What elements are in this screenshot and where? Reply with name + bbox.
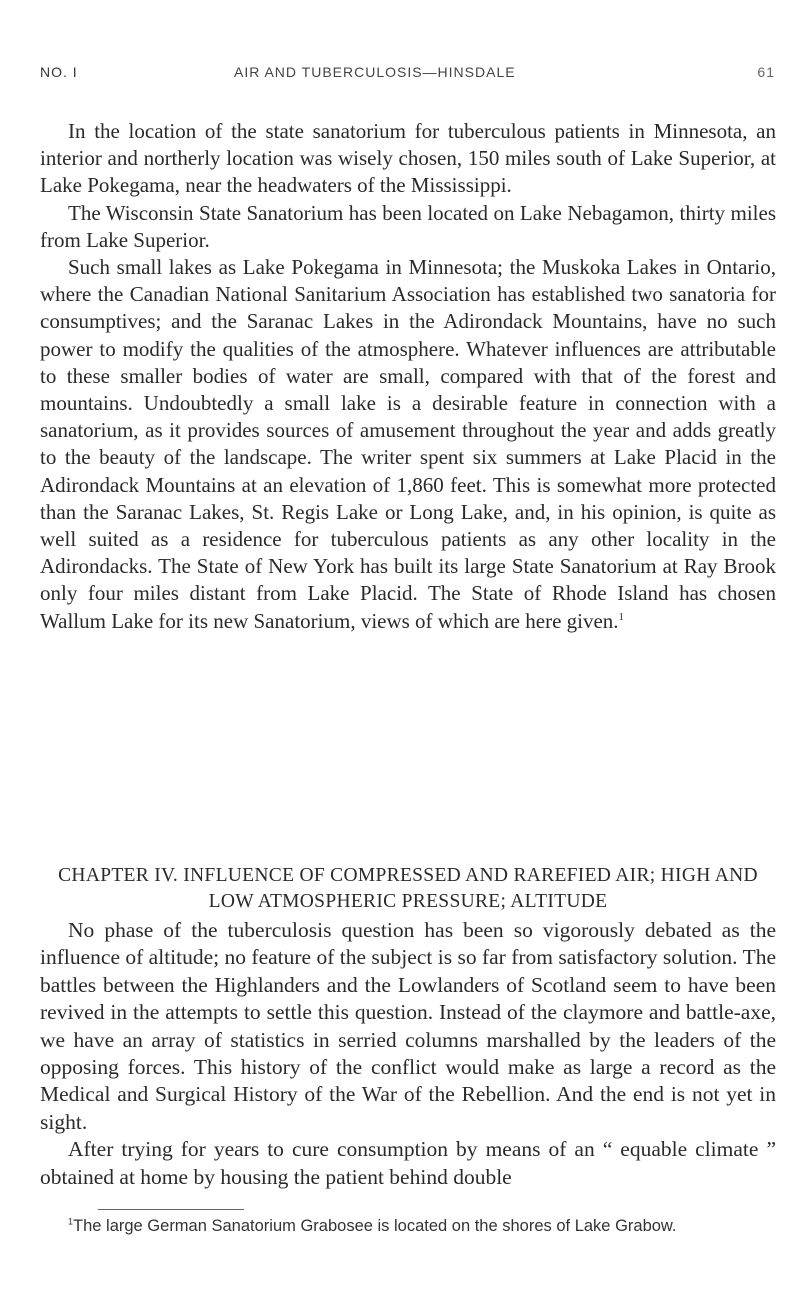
body-text-top: [40, 118, 776, 635]
footnote-divider: [98, 1209, 244, 1210]
page-number: 61: [757, 64, 775, 80]
paragraph-text: Such small lakes as Lake Pokegama in Minnesota; the Muskoka Lakes in Ontario, where the Canadian National Sanitarium Association has established two sanatoria for consumptives; and the Saranac Lakes in the Adirondack Mountains, have no such power to modify the qualities of the atmosphere. Whatever influences are attributable to these smaller bodies of water are small, compared with that of the forest and mountains. Undoubtedly a small lake is a desirable feature in connection with a sanatorium, as it provides sources of amusement throughout the year and adds greatly to the beauty of the landscape. The writer spent six summers at Lake Placid in the Adirondack Mountains at an elevation of 1,860 feet. This is somewhat more protected than the Saranac Lakes, St. Regis Lake or Long Lake, and, in his opinion, is quite as well suited as a residence for tuberculous patients as any other locality in the Adirondacks. The State of New York has built its large State Sanatorium at Ray Brook only four miles distant from Lake Placid. The State of Rhode Island has chosen Wallum Lake for its new Sanatorium, views of which are here given.: [40, 255, 776, 633]
paragraph: The Wisconsin State Sanatorium has been located on Lake Nebagamon, thirty miles from Lake Superior.: [40, 200, 776, 252]
footnote: [40, 1215, 776, 1237]
chapter-heading: CHAPTER IV. INFLUENCE OF COMPRESSED AND RAREFIED AIR; HIGH AND LOW ATMOSPHERIC PRESSURE; ALTITUDE: [58, 865, 758, 912]
footnote-marker: 1: [68, 1216, 74, 1227]
paragraph: In the location of the state sanatorium for tuberculous patients in Minnesota, an interior and northerly location was wisely chosen, 150 miles south of Lake Superior, at Lake Pokegama, near the headwaters of the Mississippi.: [40, 119, 776, 198]
footnote-paragraph: [40, 1215, 776, 1237]
issue-number: NO. I: [40, 64, 78, 80]
paragraph: [40, 254, 776, 635]
footnote-text: The large German Sanatorium Grabosee is located on the shores of Lake Grabow.: [73, 1217, 677, 1235]
body-text-bottom: [40, 917, 776, 1191]
paragraph: No phase of the tuberculosis question has been so vigorously debated as the influence of altitude; no feature of the subject is so far from satisfactory solution. The battles between the Highlanders and the Lowlanders of Scotland seem to have been revived in the attempts to settle this question. Instead of the claymore and battle-axe, we have an array of statistics in serried columns marshalled by the leaders of the opposing forces. This history of the conflict would make as large a record as the Medical and Surgical History of the War of the Rebellion. And the end is not yet in sight.: [40, 918, 776, 1134]
footnote-reference: 1: [618, 610, 625, 623]
running-title: AIR AND TUBERCULOSIS—HINSDALE: [234, 64, 516, 80]
paragraph: After trying for years to cure consumption by means of an “ equable climate ” obtained at home by housing the patient behind double: [40, 1137, 776, 1189]
running-head: [40, 64, 775, 86]
